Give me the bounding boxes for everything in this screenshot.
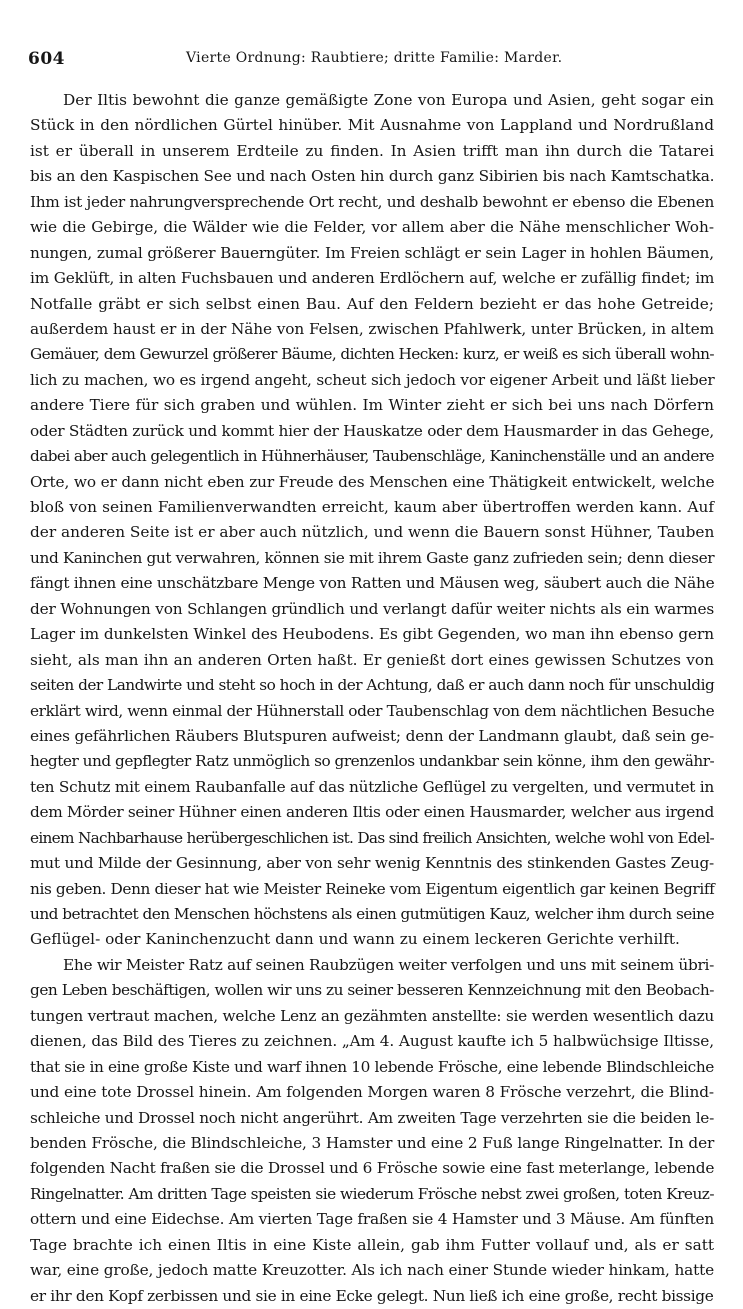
text-line: er ihr den Kopf zerbissen und sie in eine Ecke gelegt. Nun ließ ich eine große, recht bissige (30, 1286, 714, 1305)
text-line: that sie in eine große Kiste und warf ihnen 10 lebende Frösche, eine lebende Blindschleiche (30, 1057, 714, 1076)
text-line: dienen, das Bild des Tieres zu zeichnen. „Am 4. August kaufte ich 5 halbwüchsige Iltisse, (30, 1032, 714, 1051)
text-line: Ringelnatter. Am dritten Tage speisten sie wiederum Frösche nebst zwei großen, toten Kreuz- (30, 1184, 714, 1203)
text-line: Der Iltis bewohnt die ganze gemäßigte Zone von Europa und Asien, geht sogar ein (63, 91, 714, 109)
text-line: andere Tiere für sich graben und wühlen. Im Winter zieht er sich bei uns nach Dörfern (30, 396, 714, 415)
paragraph (30, 88, 714, 953)
text-line: Stück in den nördlichen Gürtel hinüber. Mit Ausnahme von Lappland und Nordrußland (30, 116, 714, 135)
text-line: benden Frösche, die Blindschleiche, 3 Hamster und eine 2 Fuß lange Ringelnatter. In der (30, 1133, 715, 1152)
text-line: dem Mörder seiner Hühner einen anderen Iltis oder einen Hausmarder, welcher aus irgend (30, 803, 714, 822)
text-line: außerdem haust er in der Nähe von Felsen, zwischen Pfahlwerk, unter Brücken, in altem (30, 319, 714, 338)
text-line: ten Schutz mit einem Raubanfalle auf das nützliche Geflügel zu vergelten, und vermutet in (30, 777, 714, 796)
text-line: seiten der Landwirte und steht so hoch in der Achtung, daß er auch dann noch für unschuldig (30, 676, 715, 695)
text-line: gen Leben beschäftigen, wollen wir uns zu seiner besseren Kennzeichnung mit den Beobach- (30, 981, 714, 1000)
body-text (30, 88, 714, 1309)
text-line: der anderen Seite ist er aber auch nützlich, und wenn die Bauern sonst Hühner, Tauben (30, 523, 715, 542)
text-line: folgenden Nacht fraßen sie die Drossel und 6 Frösche sowie eine fast meterlange, lebende (30, 1159, 715, 1178)
text-line: Gemäuer, dem Gewurzel größerer Bäume, dichten Hecken: kurz, er weiß es sich überall wohn- (30, 345, 714, 364)
text-line: Ehe wir Meister Ratz auf seinen Raubzügen weiter verfolgen und uns mit seinem übri- (63, 955, 715, 974)
text-line: sieht, als man ihn an anderen Orten haßt. Er genießt dort eines gewissen Schutzes von (30, 650, 714, 669)
text-line: oder Städten zurück und kommt hier der Hauskatze oder dem Hausmarder in das Gehege, (30, 421, 714, 440)
text-line: nis geben. Denn dieser hat wie Meister Reineke vom Eigentum eigentlich gar keinen Begriff (30, 879, 715, 898)
text-line: Notfalle gräbt er sich selbst einen Bau. Auf den Feldern bezieht er das hohe Getreide; (30, 294, 714, 313)
text-line: mut und Milde der Gesinnung, aber von sehr wenig Kenntnis des stinkenden Gastes Zeug- (30, 854, 714, 873)
text-line: Geflügel- oder Kaninchenzucht dann und wann zu einem leckeren Gerichte verhilft. (30, 930, 680, 949)
text-line: hegter und gepflegter Ratz unmöglich so grenzenlos undankbar sein könne, ihm den gewähr- (30, 752, 715, 771)
text-line: Lager im dunkelsten Winkel des Heubodens. Es gibt Gegenden, wo man ihn ebenso gern (30, 625, 714, 644)
page-number: 604 (28, 49, 65, 69)
text-line: einem Nachbarhause herübergeschlichen ist. Das sind freilich Ansichten, welche wohl von Edel- (30, 828, 714, 847)
text-line: lich zu machen, wo es irgend angeht, scheut sich jedoch vor eigener Arbeit und läßt lieber (30, 370, 715, 389)
text-line: war, eine große, jedoch matte Kreuzotter. Als ich nach einer Stunde wieder hinkam, hatte (30, 1261, 714, 1280)
text-line: Orte, wo er dann nicht eben zur Freude des Menschen eine Thätigkeit entwickelt, welche (30, 472, 715, 491)
text-line: eines gefährlichen Räubers Blutspuren aufweist; denn der Landmann glaubt, daß sein ge- (30, 726, 714, 745)
text-line: Ihm ist jeder nahrungversprechende Ort recht, und deshalb bewohnt er ebenso die Ebenen (30, 192, 714, 211)
text-line: wie die Gebirge, die Wälder wie die Felder, vor allem aber die Nähe menschlicher Woh- (30, 218, 714, 237)
paragraph (30, 953, 714, 1309)
text-line: nungen, zumal größerer Bauerngüter. Im Freien schlägt er sein Lager in hohlen Bäumen, (30, 243, 714, 262)
text-line: und Kaninchen gut verwahren, können sie mit ihrem Gaste ganz zufrieden sein; denn dieser (30, 548, 715, 567)
text-line: im Geklüft, in alten Fuchsbauen und anderen Erdlöchern auf, welche er zufällig findet; im (30, 269, 715, 288)
text-line: dabei aber auch gelegentlich in Hühnerhäuser, Taubenschläge, Kaninchenställe und an andere (30, 447, 714, 466)
page-header (28, 49, 709, 73)
text-line: und eine tote Drossel hinein. Am folgenden Morgen waren 8 Frösche verzehrt, die Blind- (30, 1083, 714, 1102)
text-line: und betrachtet den Menschen höchstens als einen gutmütigen Kauz, welcher ihm durch seine (30, 905, 714, 923)
text-line: erklärt wird, wenn einmal der Hühnerstall oder Taubenschlag von dem nächtlichen Besuche (30, 701, 715, 720)
text-line: fängt ihnen eine unschätzbare Menge von Ratten und Mäusen weg, säubert auch die Nähe (30, 574, 715, 593)
text-line: tungen vertraut machen, welche Lenz an gezähmten anstellte: sie werden wesentlich dazu (30, 1006, 714, 1025)
text-line: der Wohnungen von Schlangen gründlich und verlangt dafür weiter nichts als ein warmes (30, 599, 714, 618)
text-line: ist er überall in unserem Erdteile zu finden. In Asien trifft man ihn durch die Tatarei (30, 141, 714, 160)
text-line: bis an den Kaspischen See und nach Osten hin durch ganz Sibirien bis nach Kamtschatka. (30, 167, 715, 186)
text-line: ottern und eine Eidechse. Am vierten Tage fraßen sie 4 Hamster und 3 Mäuse. Am fünften (30, 1210, 714, 1229)
running-title: Vierte Ordnung: Raubtiere; dritte Familie: Marder. (186, 50, 563, 66)
text-line: schleiche und Drossel noch nicht angerührt. Am zweiten Tage verzehrten sie die beiden le- (30, 1108, 714, 1127)
text-line: bloß von seinen Familienverwandten erreicht, kaum aber übertroffen werden kann. Auf (30, 498, 714, 516)
text-line: Tage brachte ich einen Iltis in eine Kiste allein, gab ihm Futter vollauf und, als er satt (30, 1235, 714, 1254)
